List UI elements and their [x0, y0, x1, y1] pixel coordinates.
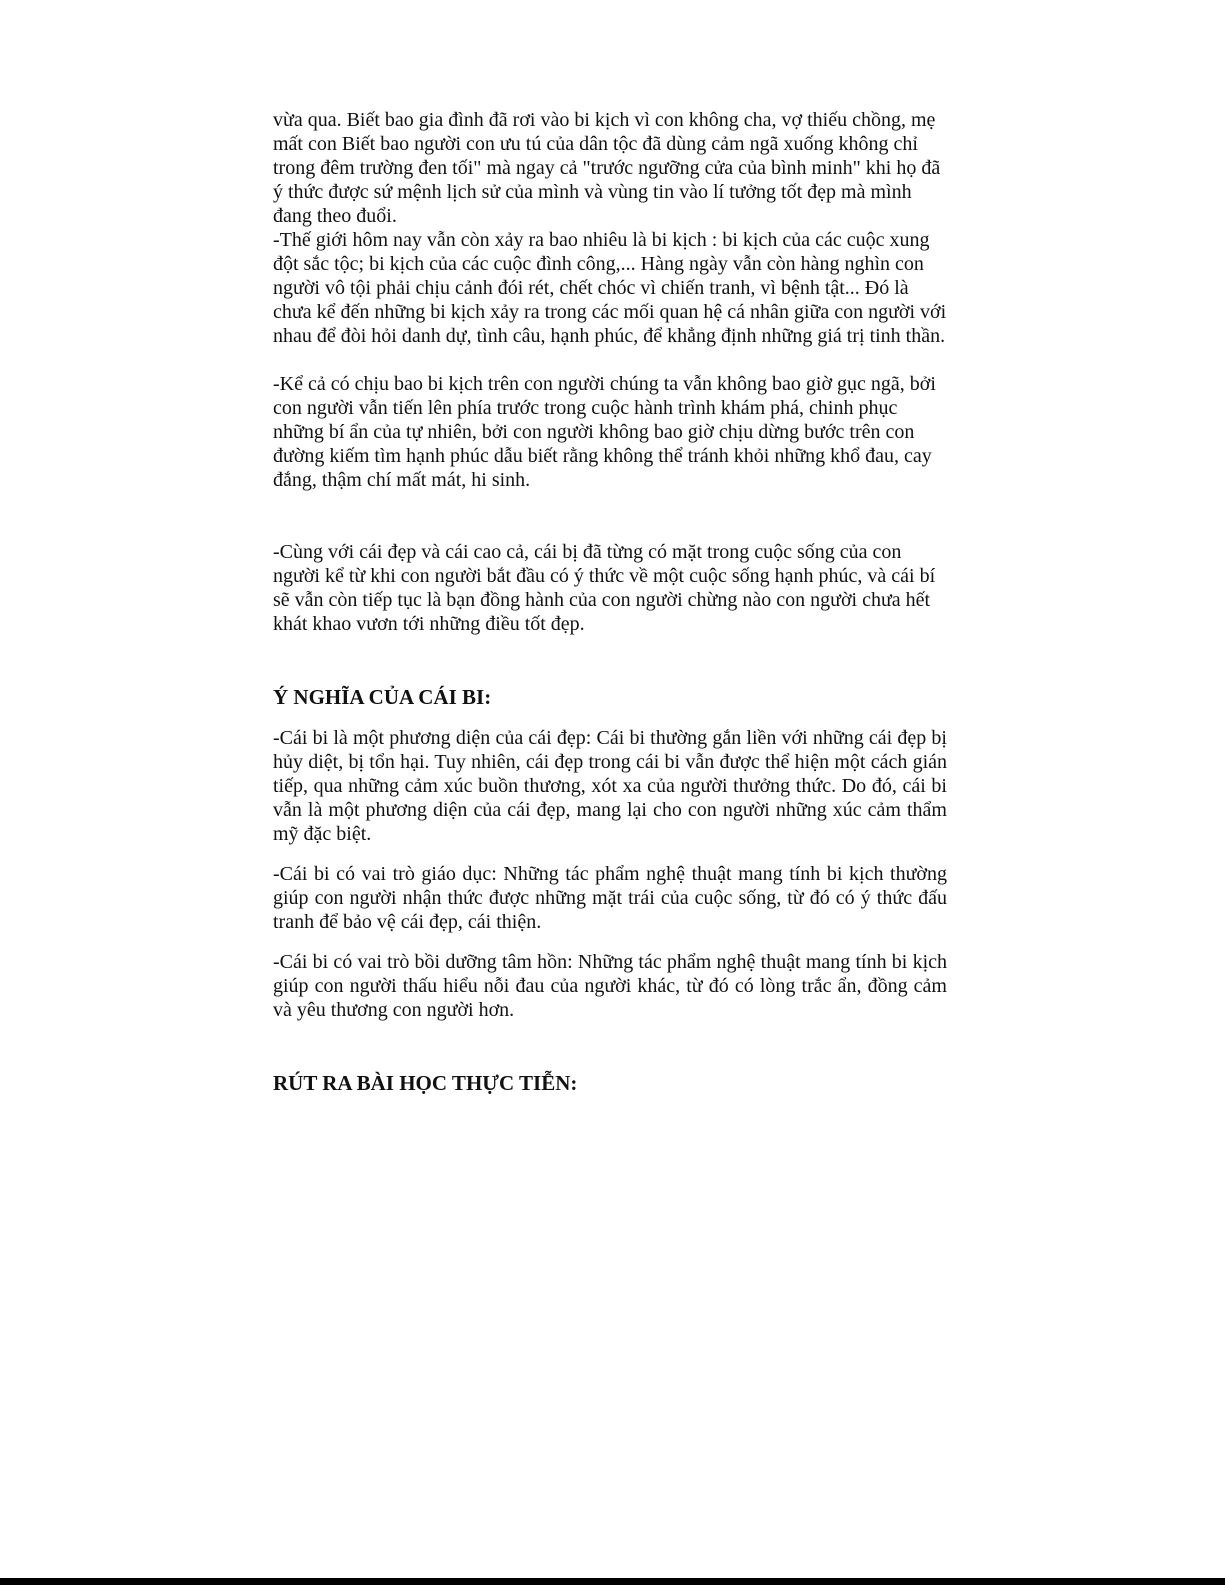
paragraph-war-tragedy: vừa qua. Biết bao gia đình đã rơi vào bi kịch vì con không cha, vợ thiếu chồng, mẹ mất con Biết bao người con ưu tú của dân tộc đã dùng cảm ngã xuống không chỉ trong đêm trường đen tối" mà ngay cả "trước ngưỡng cửa của bình minh" khi họ đã ý thức được sứ mệnh lịch sử của mình và vùng tin vào lí tưởng tốt đẹp mà mình đang theo đuổi.	[273, 109, 941, 227]
paragraph-never-give-up: -Kể cả có chịu bao bi kịch trên con người chúng ta vẫn không bao giờ gục ngã, bởi con người vẫn tiến lên phía trước trong cuộc hành trình khám phá, chinh phục những bí ẩn của tự nhiên, bởi con người không bao giờ chịu dừng bước trên con đường kiếm tìm hạnh phúc dẫu biết rằng không thể tránh khỏi những khổ đau, cay đắng, thậm chí mất mát, hi sinh.	[273, 373, 936, 491]
page-bottom-border	[0, 1578, 1225, 1585]
paragraph-meaning-education: -Cái bi có vai trò giáo dục: Những tác phẩm nghệ thuật mang tính bi kịch thường giúp con người nhận thức được những mặt trái của cuộc sống, từ đó có ý thức đấu tranh để bảo vệ cái đẹp, cái thiện.	[273, 863, 947, 933]
heading-lesson: RÚT RA BÀI HỌC THỰC TIỄN:	[273, 1071, 578, 1095]
paragraph-companion: -Cùng với cái đẹp và cái cao cả, cái bị đã từng có mặt trong cuộc sống của con người kể từ khi con người bắt đầu có ý thức về một cuộc sống hạnh phúc, và cái bí sẽ vẫn còn tiếp tục là bạn đồng hành của con người chừng nào con người chưa hết khát khao vươn tới những điều tốt đẹp.	[273, 541, 936, 635]
page-content	[273, 108, 947, 1096]
heading-meaning: Ý NGHĨA CỦA CÁI BI:	[273, 685, 492, 709]
paragraph-meaning-soul: -Cái bi có vai trò bồi dưỡng tâm hồn: Những tác phẩm nghệ thuật mang tính bi kịch giúp con người thấu hiểu nỗi đau của người khác, từ đó có lòng trắc ẩn, đồng cảm và yêu thương con người hơn.	[273, 951, 947, 1021]
paragraph-meaning-beauty: -Cái bi là một phương diện của cái đẹp: Cái bi thường gắn liền với những cái đẹp bị hủy diệt, bị tổn hại. Tuy nhiên, cái đẹp trong cái bi vẫn được thể hiện một cách gián tiếp, qua những cảm xúc buồn thương, xót xa của người thưởng thức. Do đó, cái bi vẫn là một phương diện của cái đẹp, mang lại cho con người những xúc cảm thẩm mỹ đặc biệt.	[273, 727, 947, 845]
paragraph-world-tragedies: -Thế giới hôm nay vẫn còn xảy ra bao nhiêu là bi kịch : bi kịch của các cuộc xung đột sắc tộc; bi kịch của các cuộc đình công,... Hàng ngày vẫn còn hàng nghìn con người vô tội phải chịu cảnh đói rét, chết chóc vì chiến tranh, vì bệnh tật... Đó là chưa kể đến những bi kịch xảy ra trong các mối quan hệ cá nhân giữa con người với nhau để đòi hỏi danh dự, tình câu, hạnh phúc, để khẳng định những giá trị tinh thần.	[273, 229, 947, 347]
